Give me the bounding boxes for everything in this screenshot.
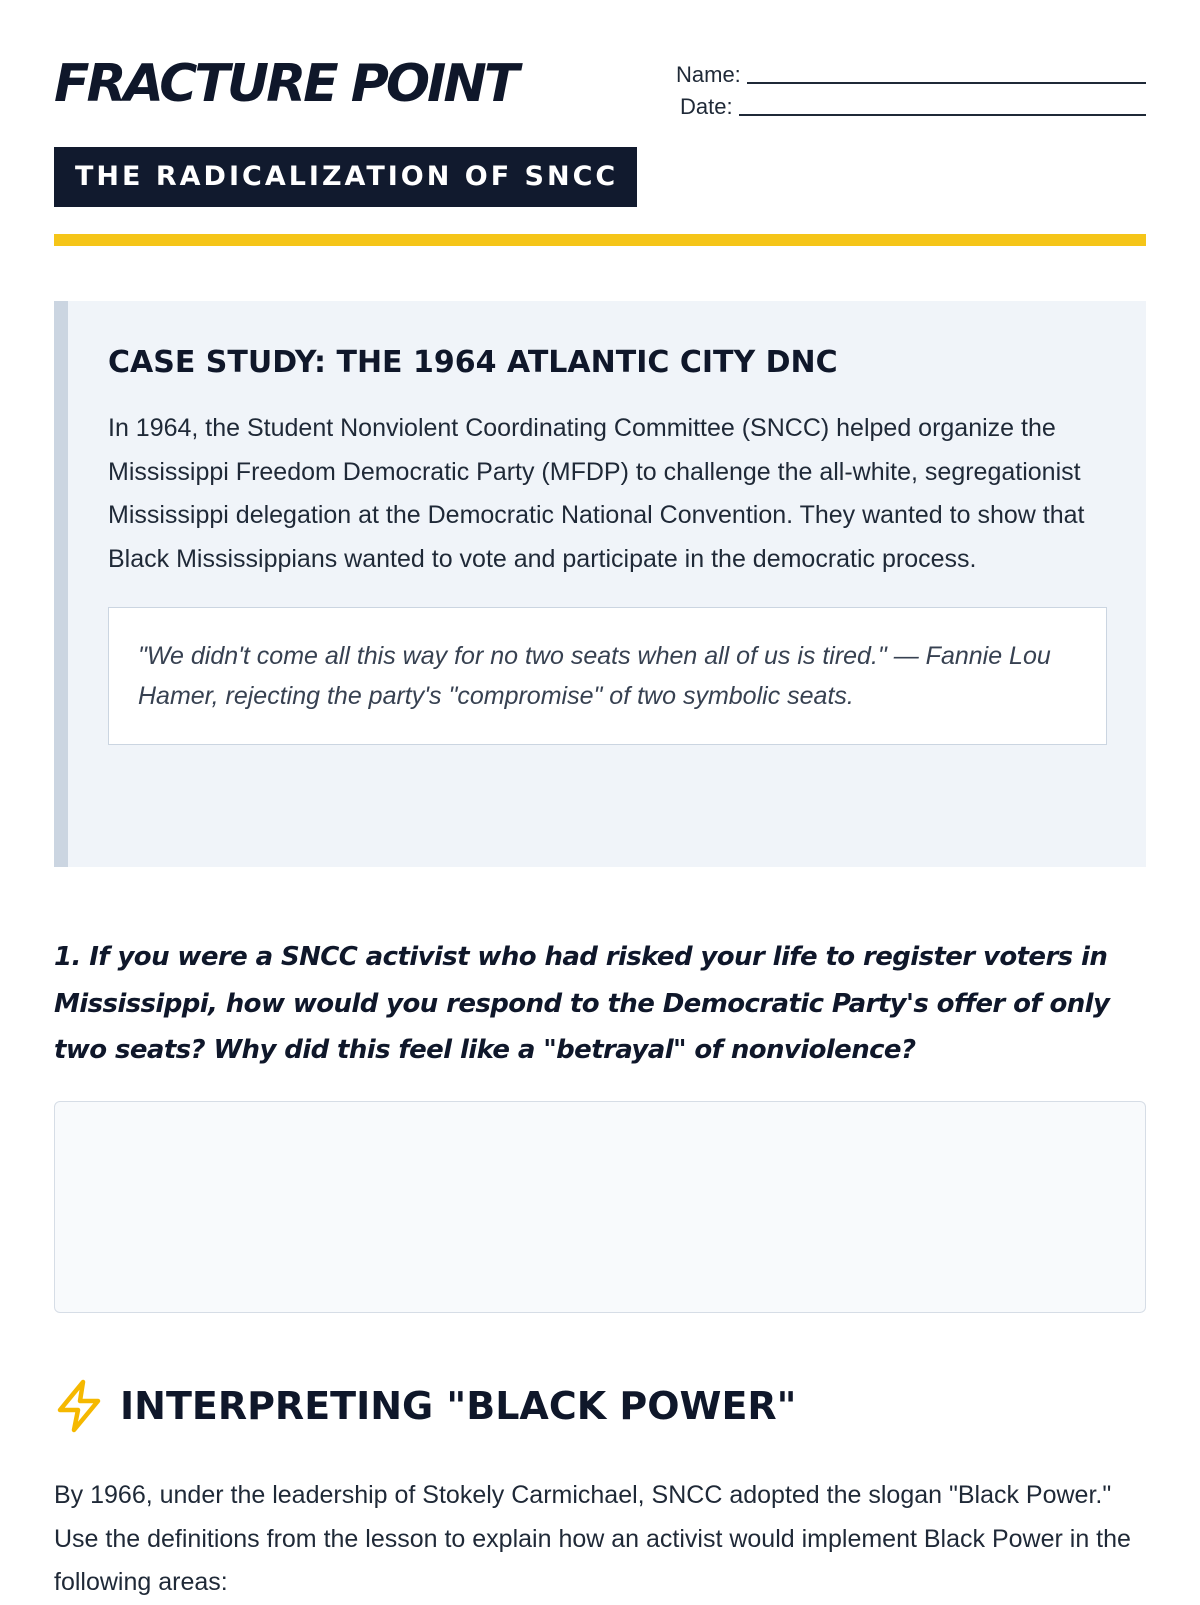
hamer-quote-text: "We didn't come all this way for no two seats when all of us is tired." — Fannie Lou Hamer, rejecting the party's "compromise" of two symbolic seats. — [138, 642, 1051, 710]
name-input-line[interactable] — [747, 58, 1146, 84]
name-field-row — [676, 56, 1146, 88]
date-label: Date: — [680, 94, 733, 119]
worksheet-title: FRACTURE POINT — [54, 54, 517, 114]
date-input-line[interactable] — [739, 90, 1146, 116]
student-info-fields — [676, 56, 1146, 120]
worksheet-header — [54, 0, 1146, 245]
case-study-panel — [54, 301, 1146, 867]
header-accent-divider — [54, 234, 1146, 246]
name-label: Name: — [676, 62, 741, 87]
case-study-title: CASE STUDY: THE 1964 ATLANTIC CITY DNC — [108, 345, 838, 380]
hamer-quote — [108, 607, 1107, 745]
lightning-bolt-icon — [54, 1379, 104, 1433]
black-power-title: INTERPRETING "BLACK POWER" — [120, 1384, 797, 1428]
question-1-prompt: 1. If you were a SNCC activist who had risked your life to register voters in Mississippi, how would you respond to the Democratic Party's offer of only two seats? Why did this feel like a "betrayal" of nonviolence? — [54, 942, 1110, 1065]
black-power-intro: By 1966, under the leadership of Stokely Carmichael, SNCC adopted the slogan "Black Power." Use the definitions from the lesson to explain how an activist would implement Black Power in the following areas: — [54, 1481, 1131, 1596]
date-field-row — [676, 88, 1146, 120]
black-power-heading — [54, 1378, 796, 1434]
case-study-body: In 1964, the Student Nonviolent Coordinating Committee (SNCC) helped organize the Mississippi Freedom Democratic Party (MFDP) to challenge the all-white, segregationist Mississippi delegation at the Democratic National Convention. They wanted to show that Black Mississippians wanted to vote and participate in the democratic process. — [108, 414, 1085, 573]
question-1-answer-box[interactable] — [54, 1101, 1146, 1313]
worksheet-subtitle: THE RADICALIZATION OF SNCC — [54, 147, 637, 207]
worksheet-page — [54, 0, 1146, 1600]
